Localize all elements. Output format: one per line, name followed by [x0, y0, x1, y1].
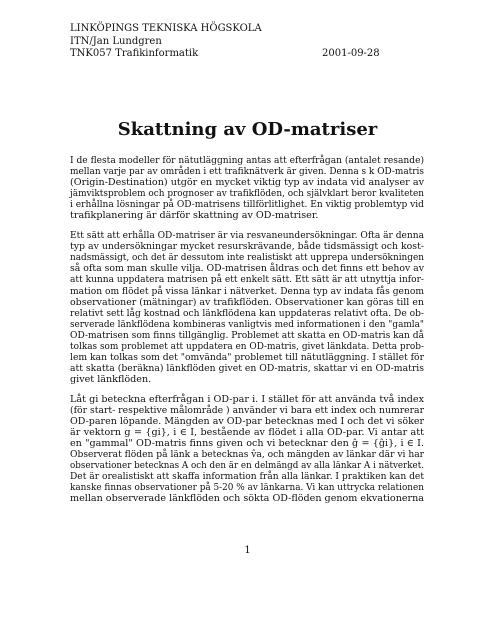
course-name: TNK057 Trafikinformatik: [70, 48, 199, 60]
text-line: är vektorn g = {gi}, i ∈ I, bestående av flödet i alla OD-par. Vi antar att: [70, 427, 424, 439]
text-line: typ av undersökningar mycket resurskrävande, både tidsmässigt och kost-: [70, 241, 424, 253]
body-text: [70, 155, 424, 513]
text-line: relativt sett låg kostnad och länkflödena kan uppdateras relativt ofta. De ob-: [70, 307, 424, 319]
text-line: mation om flödet på vissa länkar i nätverket. Denna typ av indata fås genom: [70, 285, 424, 297]
text-line: I de flesta modeller för nätutläggning antas att efterfrågan (antalet resande): [70, 155, 424, 166]
text-line: att kunna uppdatera matrisen på ett enkelt sätt. Ett sätt är att utnyttja infor-: [70, 274, 424, 286]
school-name: LINKÖPINGS TEKNISKA HÖGSKOLA: [70, 23, 262, 34]
text-line: jämviktsproblem och prognoser av trafikflöden, och självklart beror kvaliteten: [70, 188, 424, 200]
text-line: lem kan tolkas som det "omvända" problemet till nätutläggning. I stället för: [70, 351, 424, 363]
header-block: [70, 23, 262, 61]
document-title: Skattning av OD-matriser: [117, 119, 378, 140]
text-line: observationer betecknas A och den är en delmängd av alla länkar A i nätverket.: [70, 460, 424, 472]
paragraph: [70, 155, 424, 221]
text-line: i erhållna lösningar på OD-matrisens tillförlitlighet. En viktig problemtyp vid: [70, 199, 424, 211]
text-line: serverade länkflödena kombineras vanligtvis med informationen i den "gamla": [70, 318, 424, 330]
text-line: trafikplanering är därför skattning av OD-matriser.: [70, 210, 319, 222]
text-line: OD-matrisen som finns tillgänglig. Problemet att skatta en OD-matris kan då: [70, 329, 424, 341]
text-line: mellan observerade länkflöden och sökta OD-flöden genom ekvationerna: [70, 493, 424, 505]
text-line: så ofta som man skulle vilja. OD-matrisen åldras och det finns ett behov av: [70, 263, 424, 275]
text-line: Låt gi beteckna efterfrågan i OD-par i. I stället för att använda två index: [70, 393, 424, 405]
text-line: Ett sätt att erhålla OD-matriser är via resvaneundersökningar. Ofta är denna: [70, 230, 424, 242]
paragraph: [70, 230, 424, 385]
text-line: (för start- respektive målområde ) använder vi bara ett index och numrerar: [70, 404, 424, 416]
text-line: att skatta (beräkna) länkflöden givet en OD-matris, skattar vi en OD-matris: [70, 362, 424, 374]
text-line: en "gammal" OD-matris finns given och vi betecknar den ĝ = {ĝi}, i ∈ I.: [70, 438, 424, 450]
text-line: mellan varje par av områden i ett trafiknätverk är given. Denna s k OD-matris: [70, 166, 424, 178]
text-line: OD-paren löpande. Mängden av OD-par betecknas med I och det vi söker: [70, 416, 424, 428]
text-line: Det är orealistiskt att skaffa information från alla länkar. I praktiken kan det: [70, 471, 424, 483]
text-line: (Origin-Destination) utgör en mycket viktig typ av indata vid analyser av: [70, 177, 424, 189]
text-line: Observerat flöden på länk a betecknas v̂a, och mängden av länkar där vi har: [70, 449, 424, 461]
author: ITN/Jan Lundgren: [70, 35, 162, 47]
text-line: kanske finnas observationer på 5-20 % av länkarna. Vi kan uttrycka relationen: [70, 482, 424, 494]
text-line: tolkas som problemet att uppdatera en OD-matris, givet länkdata. Detta prob-: [70, 340, 424, 352]
text-line: nadsmässigt, och det är dessutom inte realistiskt att upprepa undersökningen: [70, 252, 424, 264]
text-line: givet länkflöden.: [70, 373, 152, 385]
paragraph: [70, 394, 424, 504]
document-date: 2001-09-28: [322, 48, 380, 59]
text-line: observationer (mätningar) av trafikflöden. Observationer kan göras till en: [70, 296, 424, 308]
page-number: 1: [244, 545, 251, 556]
